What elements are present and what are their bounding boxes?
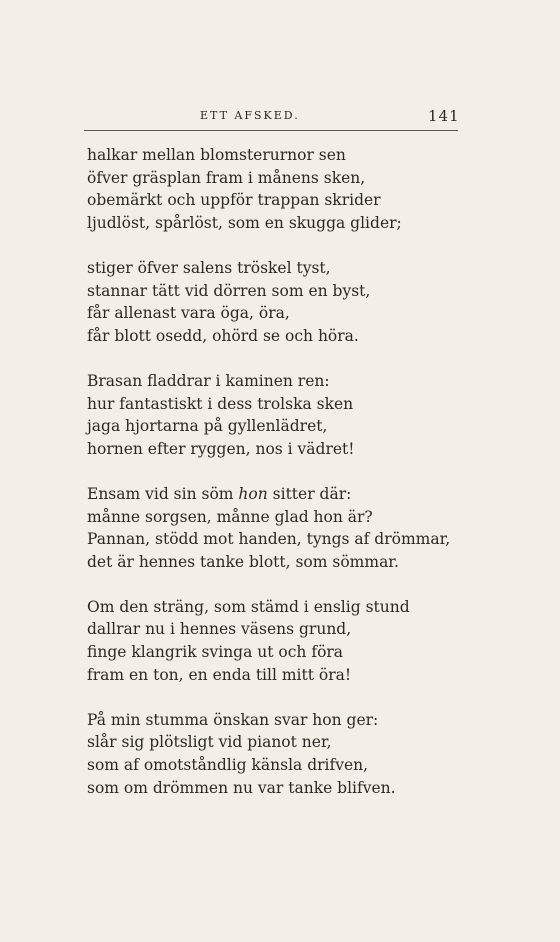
line-text: Ensam vid sin söm — [87, 484, 239, 503]
stanza-4 — [87, 483, 467, 573]
poem-line: dallrar nu i hennes väsens grund, — [87, 620, 352, 639]
poem-line: slår sig plötsligt vid pianot ner, — [87, 733, 332, 752]
poem — [87, 144, 467, 822]
poem-line: På min stumma önskan svar hon ger: — [87, 710, 379, 729]
poem-line: öfver gräsplan fram i månens sken, — [87, 168, 366, 187]
poem-line: ljudlöst, spårlöst, som en skugga glider; — [87, 213, 402, 232]
line-text: sitter där: — [267, 484, 352, 503]
page-number: 141 — [428, 107, 460, 125]
poem-line: får allenast vara öga, öra, — [87, 304, 290, 323]
poem-line: halkar mellan blomsterurnor sen — [87, 146, 346, 164]
poem-line: månne sorgsen, månne glad hon är? — [87, 507, 373, 526]
poem-line: obemärkt och uppför trappan skrider — [87, 191, 381, 210]
poem-line: Om den sträng, som stämd i enslig stund — [87, 597, 410, 616]
stanza-3 — [87, 370, 467, 460]
running-head — [0, 107, 560, 127]
poem-line: som af omotståndlig känsla drifven, — [87, 756, 369, 775]
poem-line: hornen efter ryggen, nos i vädret! — [87, 439, 355, 458]
poem-line: stiger öfver salens tröskel tyst, — [87, 258, 331, 277]
poem-line: jaga hjortarna på gyllenlädret, — [87, 417, 328, 436]
stanza-5 — [87, 596, 467, 686]
poem-line: Brasan fladdrar i kaminen ren: — [87, 371, 330, 390]
poem-line: som om drömmen nu var tanke blifven. — [87, 778, 396, 797]
poem-line: stannar tätt vid dörren som en byst, — [87, 281, 371, 300]
poem-line: Pannan, stödd mot handen, tyngs af drömmar, — [87, 530, 451, 549]
stanza-1 — [87, 144, 467, 234]
stanza-6 — [87, 709, 467, 799]
running-title: ETT AFSKED. — [200, 109, 300, 122]
poem-line: det är hennes tanke blott, som sömmar. — [87, 552, 399, 571]
poem-line-with-italic — [87, 483, 467, 506]
poem-line: hur fantastiskt i dess trolska sken — [87, 394, 354, 413]
header-rule — [84, 130, 458, 131]
poem-line: fram en ton, en enda till mitt öra! — [87, 665, 352, 684]
stanza-2 — [87, 257, 467, 347]
poem-line: får blott osedd, ohörd se och höra. — [87, 326, 359, 345]
italic-word: hon — [238, 484, 268, 503]
poem-line: finge klangrik svinga ut och föra — [87, 643, 344, 662]
